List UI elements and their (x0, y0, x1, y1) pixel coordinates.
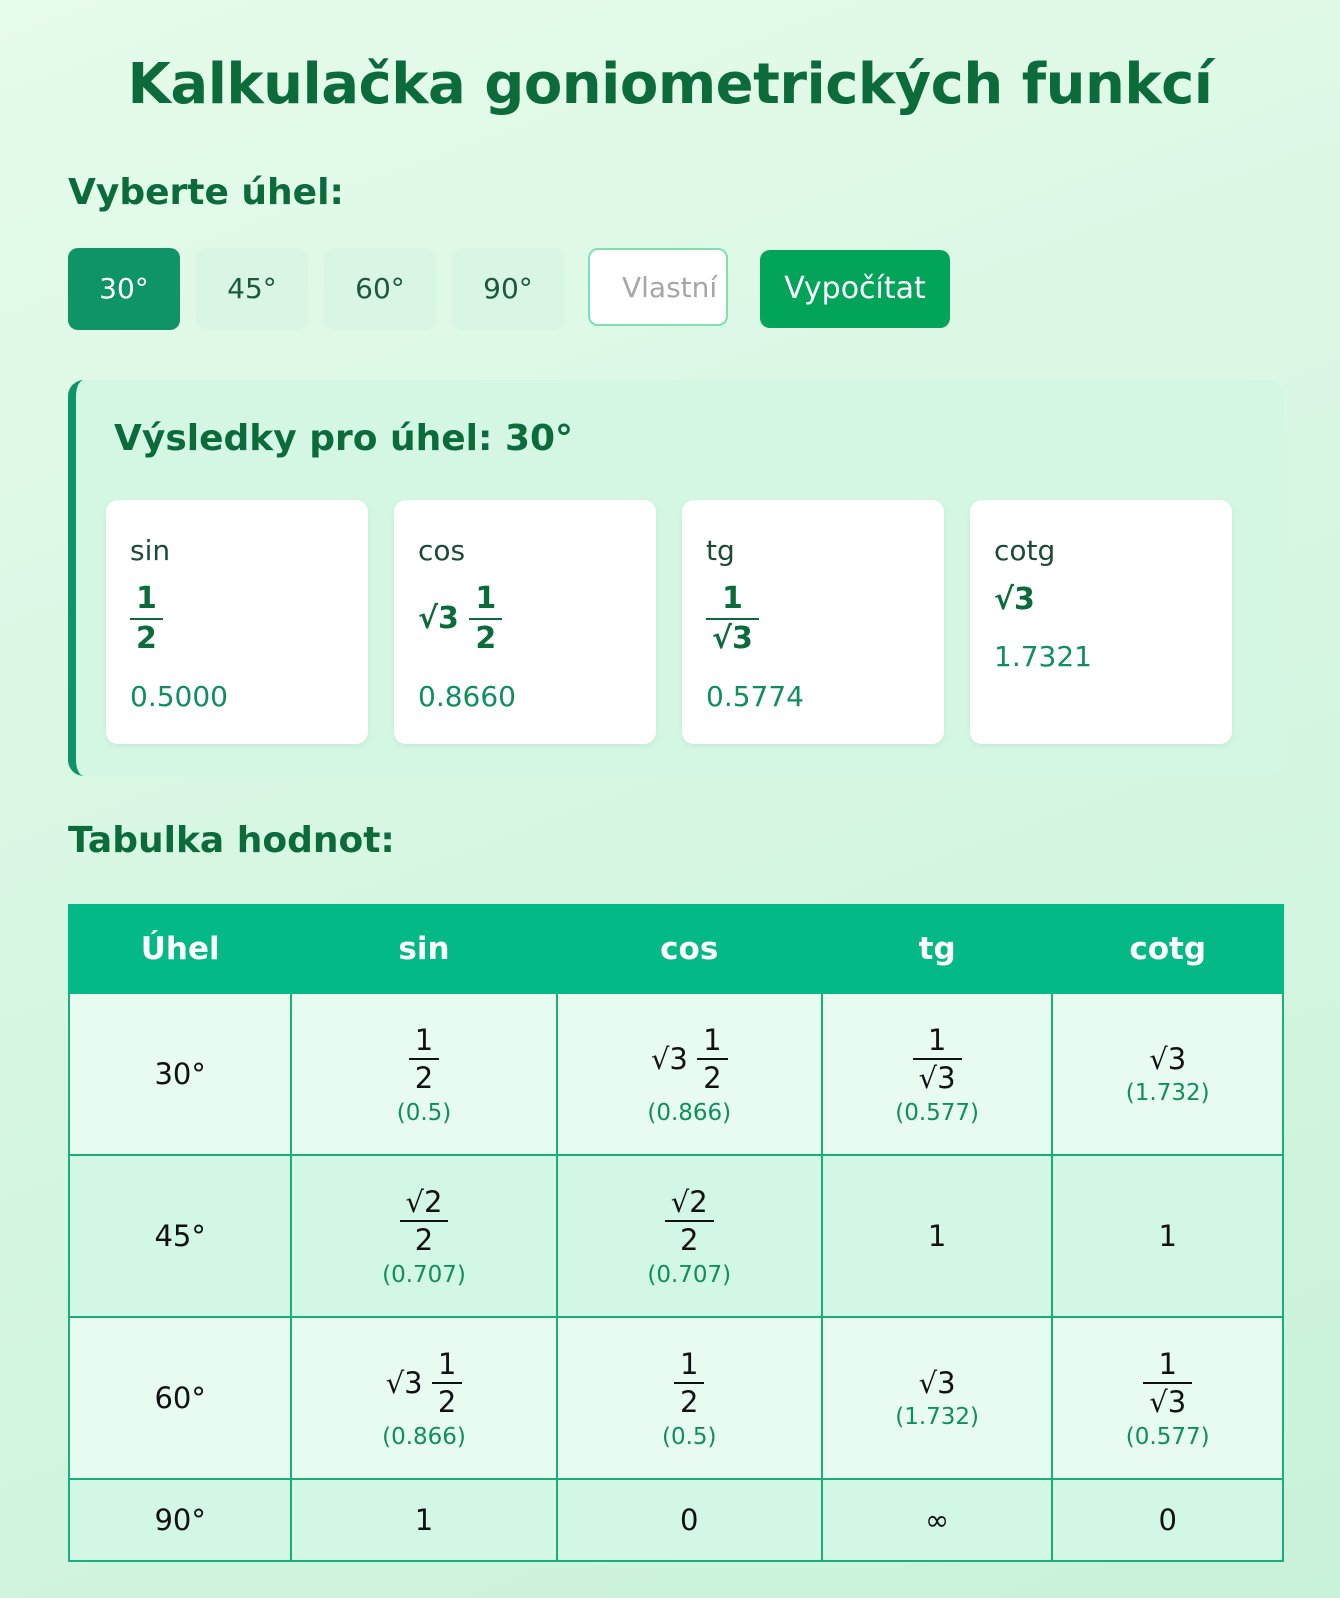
fraction-numerator: 1 (130, 580, 163, 620)
cell-tg: 1 (822, 1155, 1053, 1317)
card-label: cotg (994, 534, 1056, 567)
header-angle: Úhel (69, 905, 291, 993)
fraction-numerator: 1 (409, 1022, 439, 1060)
fraction-numerator: 1 (1143, 1346, 1192, 1384)
fraction-numerator: √2 (665, 1184, 714, 1222)
cell-cos: 0 (557, 1479, 822, 1561)
cell-cos (557, 1317, 822, 1479)
cell-decimal: (0.707) (647, 1262, 732, 1289)
custom-angle-input[interactable] (588, 248, 728, 326)
fraction-denominator: 2 (136, 620, 157, 656)
fraction (913, 1022, 962, 1097)
card-decimal: 0.8660 (418, 680, 516, 713)
fraction (400, 1184, 449, 1259)
cell-tg: ∞ (822, 1479, 1053, 1561)
cell-expression (386, 1346, 463, 1421)
cell-decimal: (0.707) (382, 1262, 466, 1289)
card-decimal: 0.5774 (706, 680, 804, 713)
card-label: cos (418, 534, 466, 567)
angle-button-45[interactable]: 45° (196, 248, 308, 330)
result-card-tg (682, 500, 944, 744)
fraction-denominator: 2 (703, 1061, 722, 1095)
cell-cos (557, 993, 822, 1155)
cell-cotg (1052, 1317, 1283, 1479)
fraction-denominator: √3 (712, 620, 753, 656)
card-decimal: 0.5000 (130, 680, 228, 713)
calculate-button[interactable]: Vypočítat (760, 250, 950, 328)
results-panel (68, 380, 1284, 776)
select-angle-label: Vyberte úhel: (68, 172, 344, 213)
angle-button-90[interactable]: 90° (452, 248, 564, 330)
card-label: tg (706, 534, 735, 567)
cell-decimal: (0.866) (382, 1424, 466, 1451)
fraction-denominator: 2 (680, 1223, 699, 1257)
cell-angle: 30° (69, 993, 291, 1155)
cell-sin (291, 1317, 556, 1479)
fraction (706, 580, 759, 657)
fraction (1143, 1346, 1192, 1421)
fraction-numerator: 1 (706, 580, 759, 620)
fraction (469, 580, 502, 657)
card-expression: √3 (994, 582, 1035, 617)
cell-decimal: (0.5) (396, 1100, 452, 1127)
fraction-denominator: √3 (1149, 1385, 1187, 1419)
fraction (674, 1346, 704, 1421)
fraction-denominator: 2 (414, 1223, 434, 1257)
cell-cotg (1052, 993, 1283, 1155)
card-expression (418, 580, 502, 657)
sqrt-term: √3 (385, 1366, 423, 1400)
fraction-numerator: 1 (674, 1346, 704, 1384)
fraction (432, 1346, 462, 1421)
cell-decimal: (0.866) (647, 1100, 732, 1127)
fraction-numerator: √2 (400, 1184, 449, 1222)
sqrt-term: √3 (650, 1042, 688, 1076)
cell-cotg: 1 (1052, 1155, 1283, 1317)
result-card-cos (394, 500, 656, 744)
header-tg: tg (822, 905, 1053, 993)
cell-expression: √3 (1149, 1042, 1187, 1076)
angle-button-30[interactable]: 30° (68, 248, 180, 330)
result-card-cotg (970, 500, 1232, 744)
header-cotg: cotg (1052, 905, 1283, 993)
cell-cotg: 0 (1052, 1479, 1283, 1561)
cell-angle: 90° (69, 1479, 291, 1561)
fraction-numerator: 1 (469, 580, 502, 620)
fraction (697, 1022, 727, 1097)
results-title: Výsledky pro úhel: 30° (114, 418, 574, 459)
card-expression (706, 580, 759, 657)
table-title: Tabulka hodnot: (68, 820, 395, 861)
fraction-denominator: 2 (475, 620, 497, 656)
cell-decimal: (0.577) (1125, 1424, 1210, 1451)
card-decimal: 1.7321 (994, 640, 1092, 673)
fraction (665, 1184, 714, 1259)
fraction-denominator: √3 (918, 1061, 956, 1095)
cell-sin: 1 (291, 1479, 556, 1561)
fraction-numerator: 1 (697, 1022, 727, 1060)
table-header-row (69, 905, 1283, 993)
values-table (68, 904, 1284, 1562)
angle-button-60[interactable]: 60° (324, 248, 436, 330)
fraction-denominator: 2 (414, 1061, 434, 1095)
table-row (69, 1155, 1283, 1317)
sqrt-term: √3 (418, 601, 459, 636)
cell-decimal: (1.732) (895, 1404, 980, 1430)
cell-decimal: (1.732) (1125, 1080, 1210, 1106)
header-sin: sin (291, 905, 556, 993)
cell-tg (822, 993, 1053, 1155)
cell-cos (557, 1155, 822, 1317)
fraction-numerator: 1 (432, 1346, 462, 1384)
table-row (69, 1317, 1283, 1479)
card-expression (130, 580, 163, 657)
cell-tg (822, 1317, 1053, 1479)
fraction-numerator: 1 (913, 1022, 962, 1060)
table-row (69, 1479, 1283, 1561)
fraction (409, 1022, 439, 1097)
result-card-sin (106, 500, 368, 744)
header-cos: cos (557, 905, 822, 993)
page-title: Kalkulačka goniometrických funkcí (127, 52, 1213, 117)
cell-expression: √3 (918, 1366, 956, 1400)
cell-angle: 60° (69, 1317, 291, 1479)
cell-angle: 45° (69, 1155, 291, 1317)
fraction-denominator: 2 (680, 1385, 699, 1419)
card-label: sin (130, 534, 171, 567)
cell-expression (651, 1022, 728, 1097)
cell-decimal: (0.577) (895, 1100, 980, 1127)
cell-sin (291, 1155, 556, 1317)
fraction (130, 580, 163, 657)
table-row (69, 993, 1283, 1155)
fraction-denominator: 2 (437, 1385, 457, 1419)
cell-decimal: (0.5) (661, 1424, 717, 1451)
cell-sin (291, 993, 556, 1155)
